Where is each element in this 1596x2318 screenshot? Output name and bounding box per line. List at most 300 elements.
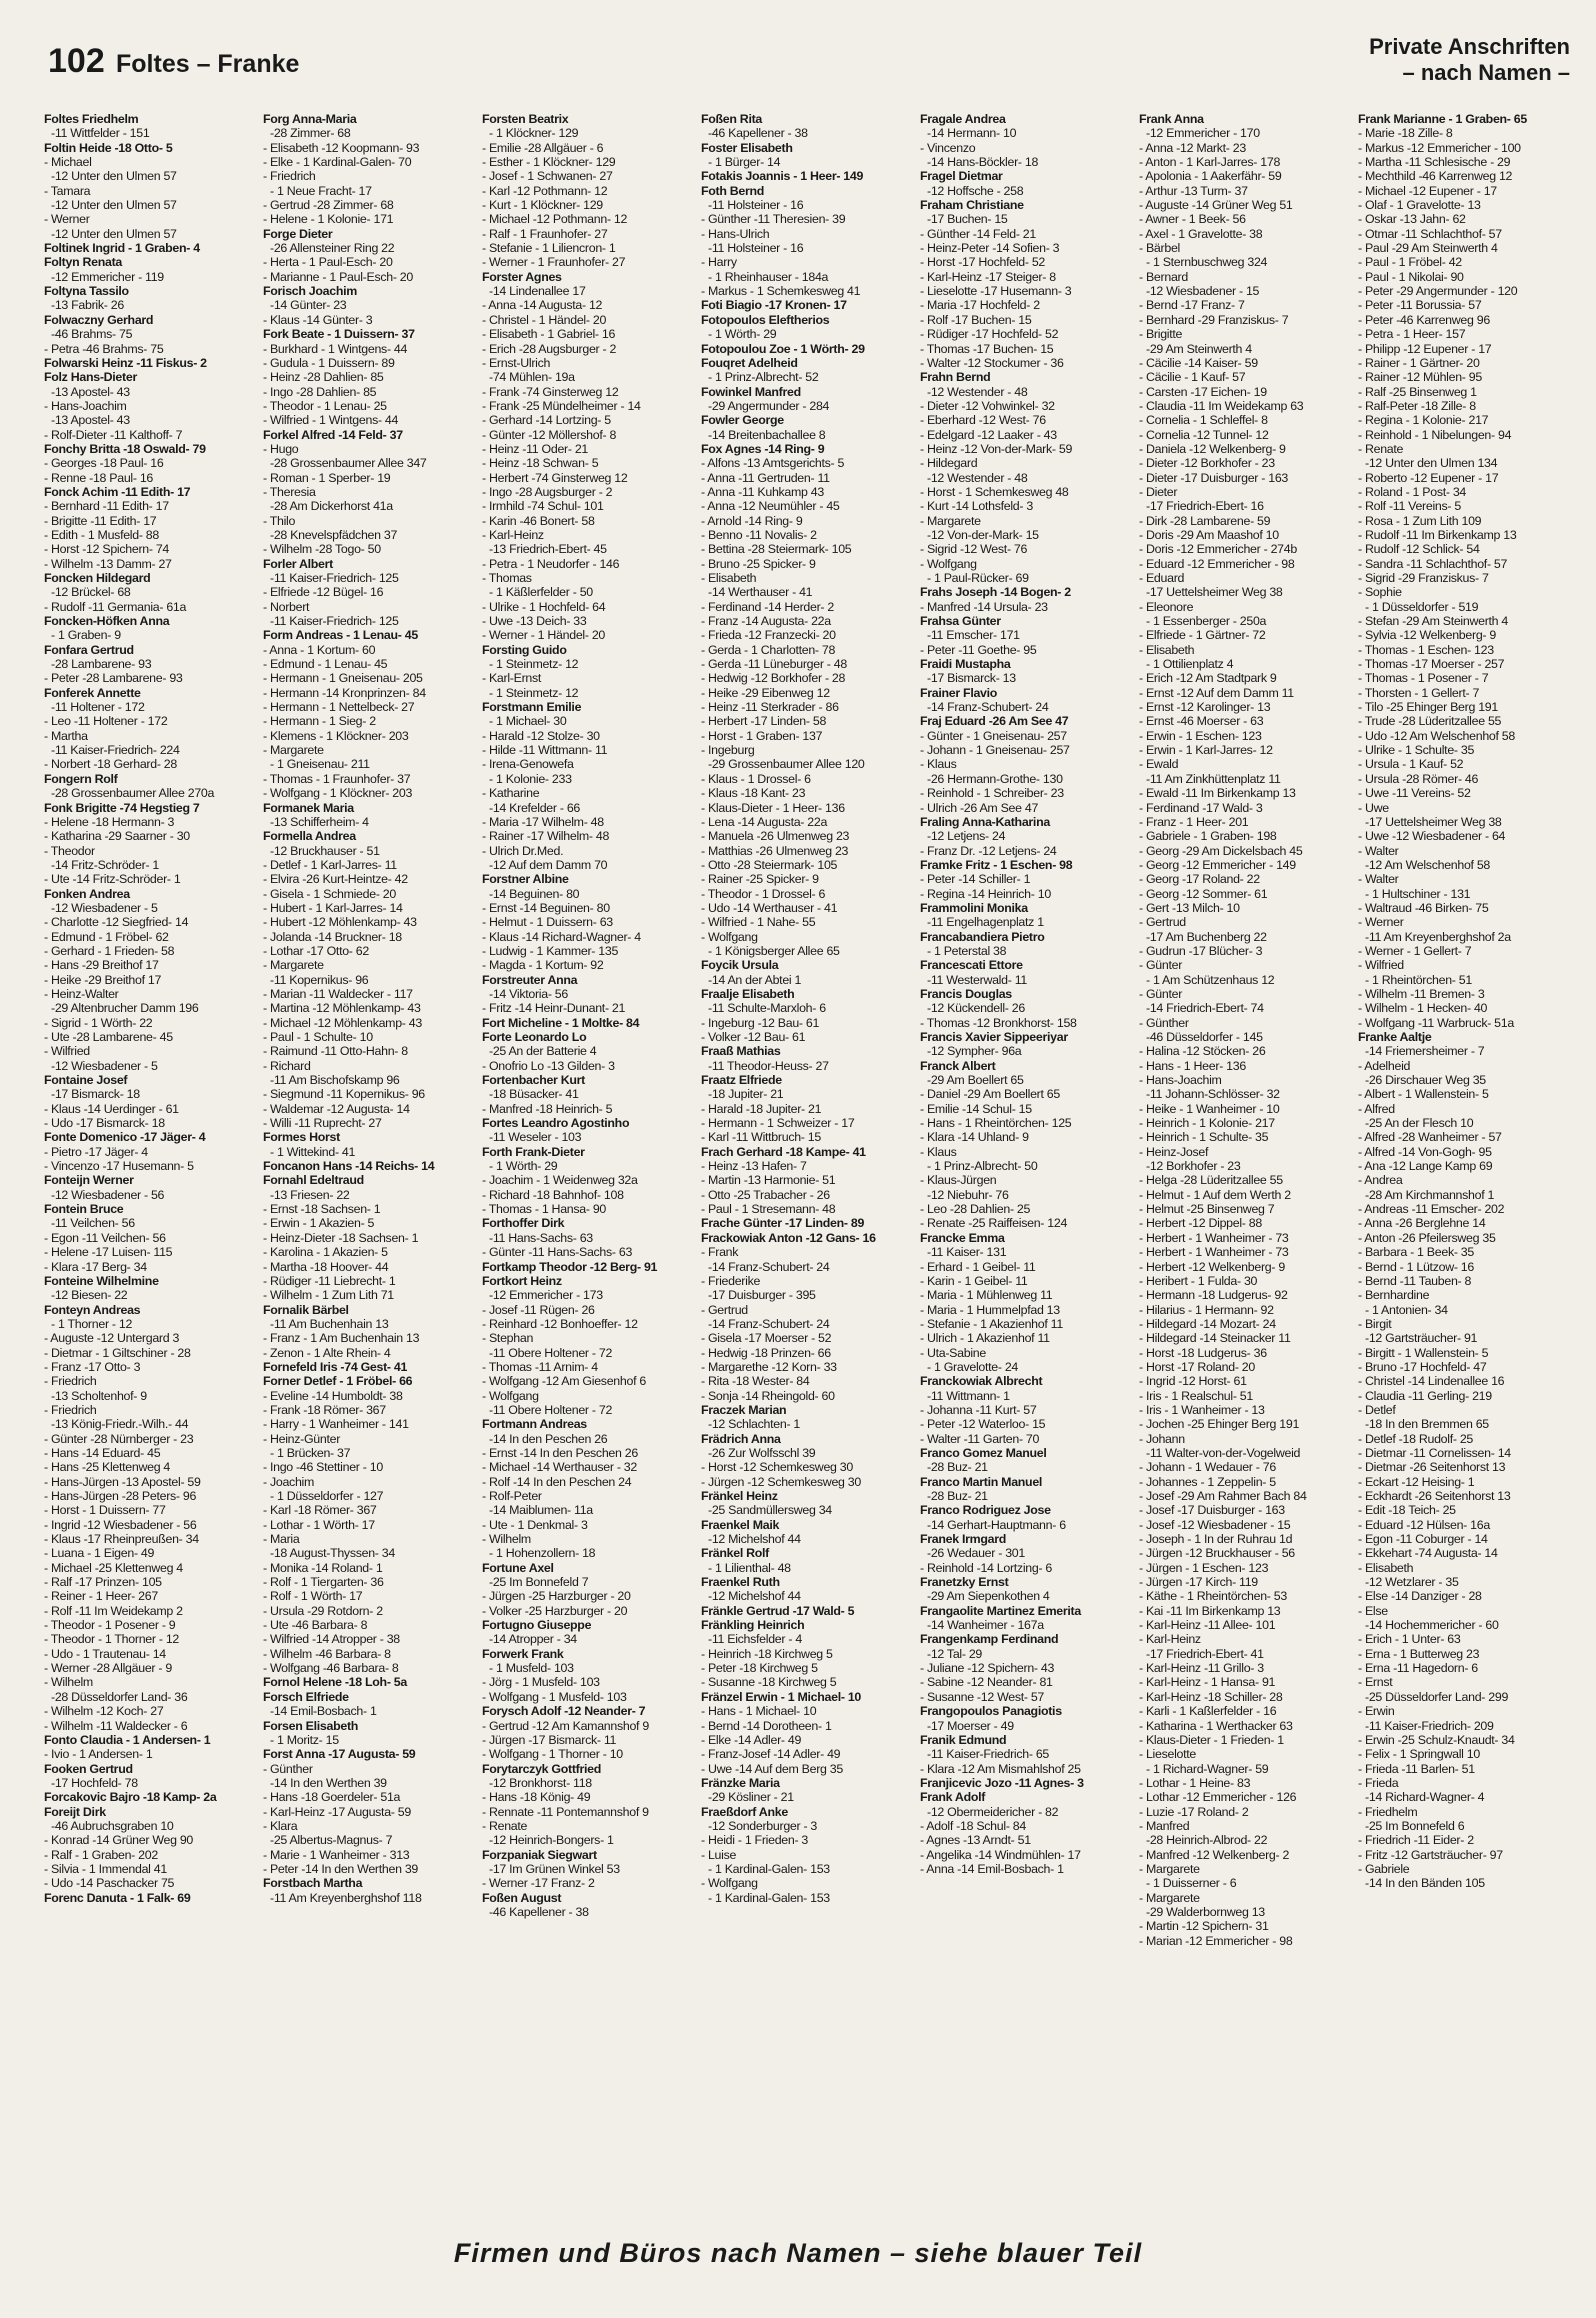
entry-address: -29 Am Siepenkothen 4 [927, 1589, 1050, 1604]
entry-address: -14 In den Peschen 26 [489, 1431, 608, 1446]
entry-line: - Waltraud -46 Birken- 75 [1358, 900, 1489, 915]
entry-address: -28 Buz- 21 [927, 1460, 988, 1475]
entry-line: - Elisabeth -12 Koopmann- 93 [263, 140, 420, 155]
entry-address: -29 Am Boellert 65 [927, 1073, 1024, 1088]
entry-line: - Heike -29 Breithof 17 [44, 972, 162, 987]
entry-address: -29 Grossenbaumer Allee 120 [708, 757, 865, 772]
entry-surname: Formes Horst [263, 1130, 340, 1145]
entry-line: - Egon -11 Veilchen- 56 [44, 1230, 166, 1245]
entry-line: - Karin -46 Bonert- 58 [482, 513, 595, 528]
entry-surname: Frädrich Anna [701, 1431, 781, 1446]
entry-line: - Hermann -18 Ludgerus- 92 [1139, 1288, 1288, 1303]
entry-address: -12 Biesen- 22 [51, 1288, 128, 1303]
entry-line: - Joachim [263, 1474, 315, 1489]
entry-line: - Pietro -17 Jäger- 4 [44, 1144, 148, 1159]
entry-line: - Thorsten - 1 Gellert- 7 [1358, 685, 1480, 700]
entry-address: -11 Wittmann- 1 [927, 1388, 1010, 1403]
entry-line: - Elke -14 Adler- 49 [701, 1732, 802, 1747]
entry-address: -11 Westerwald- 11 [927, 972, 1027, 987]
entry-line: - Udo -12 Am Welschenhof 58 [1358, 728, 1515, 743]
entry-surname: Forst Anna -17 Augusta- 59 [263, 1747, 416, 1762]
entry-address: -26 Zur Wolfsschl 39 [708, 1445, 816, 1460]
entry-address: -12 Unter den Ulmen 134 [1365, 456, 1498, 471]
entry-line: - Alfred [1358, 1101, 1395, 1116]
entry-line: - Hildegard -14 Mozart- 24 [1139, 1316, 1276, 1331]
entry-line: - Thomas - 1 Hansa- 90 [482, 1202, 607, 1217]
entry-line: - Herbert -12 Welkenberg- 9 [1139, 1259, 1285, 1274]
entry-line: - Uwe [1358, 800, 1389, 815]
entry-address: -14 Breitenbachallee 8 [708, 427, 826, 442]
entry-line: - Hildegard -14 Steinacker 11 [1139, 1331, 1291, 1346]
entry-line: - Esther - 1 Klöckner- 129 [482, 155, 616, 170]
entry-line: - Heinz -13 Hafen- 7 [701, 1159, 807, 1174]
entry-address: -11 Emscher- 171 [927, 628, 1020, 643]
entry-line: - Rolf-Dieter -11 Kalthoff- 7 [44, 427, 183, 442]
entry-line: - Thomas -17 Buchen- 15 [920, 341, 1054, 356]
entry-line: - Karl-Heinz [1139, 1632, 1201, 1647]
entry-address: -11 Schulte-Marxloh- 6 [708, 1001, 826, 1016]
entry-line: - Gertrud -28 Zimmer- 68 [263, 198, 394, 213]
entry-line: - Gudula - 1 Duissern- 89 [263, 355, 395, 370]
entry-line: - Anna - 1 Kortum- 60 [263, 642, 376, 657]
entry-line: - Josef -29 Am Rahmer Bach 84 [1139, 1489, 1307, 1503]
entry-address: -13 Schifferheim- 4 [270, 814, 369, 829]
entry-line: - Frieda -12 Franzecki- 20 [701, 628, 836, 643]
entry-surname: Frahn Bernd [920, 370, 991, 385]
entry-surname: Foltyna Tassilo [44, 284, 129, 299]
entry-line: - Daniel -29 Am Boellert 65 [920, 1087, 1060, 1102]
entry-line: - Heidi - 1 Frieden- 3 [701, 1833, 809, 1848]
entry-line: - Georg -12 Sommer- 61 [1139, 886, 1268, 901]
entry-address: -26 Wedauer - 301 [927, 1546, 1025, 1561]
entry-line: - Ingo -46 Stettiner - 10 [263, 1460, 383, 1475]
entry-address: - 1 Prinz-Albrecht- 52 [708, 370, 819, 385]
entry-address: - 1 Prinz-Albrecht- 50 [927, 1159, 1038, 1174]
entry-line: - Klaus-Dieter - 1 Frieden- 1 [1139, 1732, 1284, 1747]
entry-line: - Sigrid -12 West- 76 [920, 542, 1028, 557]
entry-line: - Hedwig -18 Prinzen- 66 [701, 1345, 831, 1360]
entry-line: - Else [1358, 1603, 1388, 1618]
entry-line: - Theodor - 1 Drossel- 6 [701, 886, 826, 901]
entry-line: - Wolfgang [701, 929, 758, 944]
entry-line: - Herbert - 1 Wanheimer - 73 [1139, 1245, 1289, 1260]
entry-address: -14 In den Bänden 105 [1365, 1876, 1485, 1891]
entry-address: - 1 Thorner - 12 [51, 1316, 133, 1331]
entry-line: - Erich - 1 Unter- 63 [1358, 1632, 1461, 1647]
entry-line: - Lieselotte [1139, 1747, 1197, 1762]
entry-surname: Fort Micheline - 1 Moltke- 84 [482, 1015, 640, 1030]
entry-address: - 1 Rheintörchen- 51 [1365, 972, 1472, 987]
entry-surname: Fränkel Heinz [701, 1489, 778, 1503]
entry-line: - Werner - 1 Gellert- 7 [1358, 943, 1472, 958]
entry-surname: Foster Elisabeth [701, 140, 793, 155]
entry-line: - Friedrich [44, 1402, 97, 1417]
entry-line: - Fritz -14 Heinr-Dunant- 21 [482, 1001, 626, 1016]
entry-line: - Wilfried - 1 Nahe- 55 [701, 915, 816, 930]
entry-line: - Werner -17 Franz- 2 [482, 1876, 595, 1891]
entry-line: - Klara [263, 1818, 298, 1833]
entry-line: - Michael -12 Eupener - 17 [1358, 183, 1497, 198]
entry-line: - Richard [263, 1058, 311, 1073]
entry-line: - Theresia [263, 484, 316, 499]
entry-address: - 1 Brücken- 37 [270, 1445, 351, 1460]
entry-line: - Wolfgang -11 Warbruck- 51a [1358, 1015, 1514, 1030]
entry-line: - Norbert -18 Gerhard- 28 [44, 757, 177, 772]
entry-line: - Regina - 1 Kolonie- 217 [1358, 413, 1489, 428]
entry-line: - Ludwig - 1 Kammer- 135 [482, 943, 619, 958]
entry-address: - 1 Gneisenau- 211 [270, 757, 370, 772]
entry-line: - Heinz -28 Dahlien- 85 [263, 370, 384, 385]
entry-line: - Günther [263, 1761, 313, 1776]
entry-surname: Fortkamp Theodor -12 Berg- 91 [482, 1259, 658, 1274]
entry-address: -17 Am Buchenberg 22 [1146, 929, 1267, 944]
entry-line: - Günter [1139, 958, 1183, 973]
entry-line: - Wolfgang -12 Am Giesenhof 6 [482, 1374, 646, 1389]
entry-line: - Elvira -26 Kurt-Heintze- 42 [263, 872, 408, 887]
entry-line: - Theodor - 1 Lenau- 25 [263, 398, 387, 413]
entry-line: - Franz - 1 Heer- 201 [1139, 814, 1249, 829]
entry-address: - 1 Kolonie- 233 [489, 771, 572, 786]
entry-address: -12 Emmericher - 173 [489, 1288, 603, 1303]
entry-address: -12 Unter den Ulmen 57 [51, 198, 177, 213]
entry-line: - Wilhelm -13 Damm- 27 [44, 556, 172, 571]
entry-line: - Emilie -28 Allgäuer - 6 [482, 140, 604, 155]
entry-line: - Friedrich [44, 1374, 97, 1389]
entry-surname: Fowinkel Manfred [701, 384, 801, 399]
entry-surname: Fotakis Joannis - 1 Heer- 149 [701, 169, 864, 184]
entry-address: - 1 Ottilienplatz 4 [1146, 657, 1234, 672]
entry-line: - Ernst -14 Beguinen- 80 [482, 900, 610, 915]
entry-line: - Dietmar -26 Seitenhorst 13 [1358, 1460, 1506, 1475]
entry-address: -11 Weseler - 103 [489, 1130, 582, 1145]
entry-line: - Bernhard -11 Edith- 17 [44, 499, 169, 514]
entry-line: - Udo -17 Bismarck- 18 [44, 1116, 165, 1131]
entry-line: - Hilde -11 Wittmann- 11 [482, 743, 608, 758]
entry-line: - Alfred -14 Von-Gogh- 95 [1358, 1144, 1492, 1159]
entry-address: -11 Am Buchenhain 13 [270, 1316, 389, 1331]
entry-surname: Franik Edmund [920, 1732, 1007, 1747]
entry-surname: Fontein Bruce [44, 1202, 124, 1217]
entry-line: - Bruno -25 Spicker- 9 [701, 556, 816, 571]
entry-line: - Norbert [263, 599, 310, 614]
entry-line: - Klemens - 1 Klöckner- 203 [263, 728, 409, 743]
entry-line: - Lena -14 Augusta- 22a [701, 814, 828, 829]
entry-line: - Herbert -74 Ginsterweg 12 [482, 470, 628, 485]
entry-line: - Anna -11 Gertruden- 11 [701, 470, 830, 485]
entry-surname: Fowler George [701, 413, 784, 428]
section-heading [1369, 34, 1570, 86]
directory-column [44, 112, 257, 2222]
entry-surname: Fraaß Mathias [701, 1044, 781, 1059]
entry-address: -29 Altenbrucher Damm 196 [51, 1001, 199, 1016]
entry-line: - Erhard - 1 Geibel- 11 [920, 1259, 1036, 1274]
entry-line: - Paul -29 Am Steinwerth 4 [1358, 241, 1498, 256]
entry-line: - Ralf-Peter -18 Zille- 8 [1358, 398, 1476, 413]
entry-address: -28 Grossenbaumer Allee 270a [51, 786, 215, 801]
entry-address: - 1 Lilienthal- 48 [708, 1560, 791, 1575]
entry-line: - Johann [1139, 1431, 1185, 1446]
entry-line: - Konrad -14 Grüner Weg 90 [44, 1833, 194, 1848]
entry-line: - Erwin - 1 Eschen- 123 [1139, 728, 1262, 743]
entry-surname: Fooken Gertrud [44, 1761, 133, 1776]
entry-line: - Burkhard - 1 Wintgens- 44 [263, 341, 408, 356]
entry-line: - Petra - 1 Neudorfer - 146 [482, 556, 620, 571]
entry-line: - Hans-Joachim [44, 398, 127, 413]
entry-address: - 1 Moritz- 15 [270, 1732, 339, 1747]
entry-address: -12 Hoffsche - 258 [927, 183, 1024, 198]
entry-address: -11 Obere Holtener - 72 [489, 1345, 613, 1360]
entry-address: -18 In den Bremmen 65 [1365, 1417, 1489, 1432]
entry-line: - Hans - 1 Heer- 136 [1139, 1058, 1246, 1073]
entry-line: - Susanne -12 West- 57 [920, 1689, 1045, 1704]
entry-line: - Frieda [1358, 1775, 1399, 1790]
entry-line: - Karl -18 Römer- 367 [263, 1503, 377, 1518]
directory-column [263, 112, 476, 2222]
entry-line: - Emilie -14 Schul- 15 [920, 1101, 1032, 1116]
entry-line: - Margarethe -12 Korn- 33 [701, 1359, 837, 1374]
entry-line: - Karl-Heinz - 1 Hansa- 91 [1139, 1675, 1276, 1690]
entry-surname: Forner Detlef - 1 Fröbel- 66 [263, 1374, 413, 1389]
directory-column [482, 112, 695, 2222]
entry-line: - Walter -12 Stockumer - 36 [920, 355, 1064, 370]
entry-line: - Renate -25 Raiffeisen- 124 [920, 1216, 1068, 1231]
entry-line: - Gertrud -12 Am Kamannshof 9 [482, 1718, 649, 1733]
entry-address: -12 Gartsträucher- 91 [1365, 1331, 1478, 1346]
entry-line: - Werner [44, 212, 90, 227]
entry-surname: Fragel Dietmar [920, 169, 1003, 184]
entry-line: - Horst -12 Schemkesweg 30 [701, 1460, 853, 1475]
entry-address: -28 Buz- 21 [927, 1489, 988, 1503]
entry-address: - 1 Wittekind- 41 [270, 1144, 356, 1159]
entry-surname: Frank Anna [1139, 112, 1204, 126]
entry-address: -14 Franz-Schubert- 24 [708, 1316, 830, 1331]
section-subtitle: – nach Namen – [1402, 60, 1570, 85]
entry-address: -11 Hans-Sachs- 63 [489, 1230, 593, 1245]
entry-line: - Volker -12 Bau- 61 [701, 1030, 806, 1044]
entry-address: -14 Hermann- 10 [927, 126, 1017, 141]
entry-surname: Forsch Elfriede [263, 1689, 349, 1704]
entry-line: - Renne -18 Paul- 16 [44, 470, 154, 485]
entry-line: - Christel - 1 Händel- 20 [482, 312, 607, 327]
entry-line: - Sigrid -29 Franziskus- 7 [1358, 571, 1489, 585]
entry-line: - Oskar -13 Jahn- 62 [1358, 212, 1466, 227]
entry-line: - Rolf - 1 Tiergarten- 36 [263, 1575, 384, 1590]
entry-line: - Günter - 1 Gneisenau- 257 [920, 728, 1067, 743]
entry-line: - Udo - 1 Trautenau- 14 [44, 1646, 166, 1661]
entry-line: - Heinz-Josef [1139, 1144, 1209, 1159]
entry-surname: Foltes Friedhelm [44, 112, 139, 126]
entry-surname: Fotopoulou Zoe - 1 Wörth- 29 [701, 341, 865, 356]
entry-line: - Eberhard -12 West- 76 [920, 413, 1046, 428]
entry-line: - Heinz-Peter -14 Sofien- 3 [920, 241, 1060, 256]
entry-surname: Forkel Alfred -14 Feld- 37 [263, 427, 403, 442]
entry-surname: Frach Gerhard -18 Kampe- 41 [701, 1144, 866, 1159]
entry-address: -11 Kaiser-Friedrich- 125 [270, 571, 399, 585]
entry-line: - Hans -18 Goerdeler- 51a [263, 1790, 401, 1805]
entry-line: - Horst -12 Spichern- 74 [44, 542, 170, 557]
entry-line: - Hedwig -12 Borkhofer - 28 [701, 671, 846, 686]
entry-line: - Daniela -12 Welkenberg- 9 [1139, 441, 1286, 456]
entry-line: - Margarete [263, 958, 324, 973]
entry-line: - Ulrike - 1 Schulte- 35 [1358, 743, 1475, 758]
entry-line: - Georg -17 Roland- 22 [1139, 872, 1260, 887]
entry-line: - Thomas - 1 Posener - 7 [1358, 671, 1489, 686]
entry-line: - Wilhelm - 1 Hecken- 40 [1358, 1001, 1488, 1016]
entry-line: - Erna - 1 Butterweg 23 [1358, 1646, 1480, 1661]
entry-address: -12 Auf dem Damm 70 [489, 857, 608, 872]
entry-line: - Egon -11 Coburger - 14 [1358, 1532, 1488, 1547]
entry-line: - Horst -18 Ludgerus- 36 [1139, 1345, 1267, 1360]
entry-address: -28 Am Kirchmannshof 1 [1365, 1187, 1495, 1202]
entry-line: - Klaus -17 Rheinpreußen- 34 [44, 1532, 199, 1547]
entry-line: - Karl -11 Wittbruch- 15 [701, 1130, 821, 1145]
entry-line: - Silvia - 1 Immendal 41 [44, 1861, 167, 1876]
entry-line: - Petra - 1 Heer- 157 [1358, 327, 1466, 342]
entry-line: - Ana -12 Lange Kamp 69 [1358, 1159, 1493, 1174]
entry-line: - Ursula - 1 Kauf- 52 [1358, 757, 1464, 772]
entry-surname: Fonken Andrea [44, 886, 130, 901]
entry-line: - Thilo [263, 513, 296, 528]
entry-address: -14 Hans-Böckler- 18 [927, 155, 1039, 170]
entry-line: - Hermann - 1 Gneisenau- 205 [263, 671, 423, 686]
entry-address: - 1 Duisserner - 6 [1146, 1876, 1237, 1891]
entry-line: - Elisabeth [1358, 1560, 1414, 1575]
entry-line: - Willi -11 Ruprecht- 27 [263, 1116, 382, 1131]
entry-address: -12 Borkhofer - 23 [1146, 1159, 1241, 1174]
entry-surname: Franco Rodriguez Jose [920, 1503, 1051, 1518]
entry-line: - Friederike [701, 1273, 761, 1288]
entry-line: - Werner - 1 Fraunhofer- 27 [482, 255, 626, 270]
entry-line: - Johann - 1 Wedauer - 76 [1139, 1460, 1276, 1475]
entry-line: - Sophie [1358, 585, 1402, 600]
entry-line: - Rolf - 1 Wörth- 17 [263, 1589, 363, 1604]
entry-surname: Forwerk Frank [482, 1646, 564, 1661]
entry-line: - Charlotte -12 Siegfried- 14 [44, 915, 189, 930]
entry-line: - Rainer -25 Spicker- 9 [701, 872, 819, 887]
entry-line: - Bettina -28 Steiermark- 105 [701, 542, 852, 557]
entry-line: - Renate [482, 1818, 528, 1833]
entry-address: -14 Richard-Wagner- 4 [1365, 1790, 1485, 1805]
entry-address: - 1 Düsseldorfer - 519 [1365, 599, 1479, 614]
entry-address: -17 Buchen- 15 [927, 212, 1008, 227]
entry-address: -13 König-Friedr.-Wilh.- 44 [51, 1417, 189, 1432]
entry-line: - Magda - 1 Kortum- 92 [482, 958, 604, 973]
entry-line: - Elfriede - 1 Gärtner- 72 [1139, 628, 1266, 643]
entry-line: - Erna -11 Hagedorn- 6 [1358, 1661, 1478, 1676]
entry-line: - Rolf -14 In den Peschen 24 [482, 1474, 632, 1489]
entry-line: - Gudrun -17 Blücher- 3 [1139, 943, 1263, 958]
entry-address: -11 Kopernikus- 96 [270, 972, 369, 987]
entry-address: -12 Am Welschenhof 58 [1365, 857, 1491, 872]
entry-surname: Fonte Domenico -17 Jäger- 4 [44, 1130, 206, 1145]
entry-line: - Paul - 1 Fröbel- 42 [1358, 255, 1462, 270]
entry-line: - Renate [1358, 441, 1404, 456]
entry-line: - Olaf - 1 Gravelotte- 13 [1358, 198, 1481, 213]
entry-surname: Forenc Danuta - 1 Falk- 69 [44, 1890, 191, 1905]
entry-line: - Wolfgang [482, 1388, 539, 1403]
entry-line: - Leo -11 Holtener - 172 [44, 714, 168, 729]
entry-line: - Thomas - 1 Eschen- 123 [1358, 642, 1494, 657]
entry-line: - Stefan -29 Am Steinwerth 4 [1358, 614, 1509, 629]
entry-line: - Rennate -11 Pontemannshof 9 [482, 1804, 649, 1819]
entry-line: - Wolfgang - 1 Klöckner- 203 [263, 786, 413, 801]
entry-line: - Herbert -17 Linden- 58 [701, 714, 827, 729]
entry-surname: Fraenkel Maik [701, 1517, 780, 1532]
entry-line: - Eckart -12 Heising- 1 [1358, 1474, 1475, 1489]
entry-line: - Matthias -26 Ulmenweg 23 [701, 843, 849, 858]
entry-line: - Waldemar -12 Augusta- 14 [263, 1101, 410, 1116]
entry-line: - Anna -12 Neumühler - 45 [701, 499, 840, 514]
entry-address: -12 Schlachten- 1 [708, 1417, 801, 1432]
entry-line: - Rolf-Peter [482, 1489, 542, 1503]
directory-column [701, 112, 914, 2222]
entry-address: -14 Emil-Bosbach- 1 [270, 1704, 377, 1719]
entry-address: -12 Sympher- 96a [927, 1044, 1022, 1059]
entry-line: - Werner - 1 Händel- 20 [482, 628, 606, 643]
entry-line: - Ute -46 Barbara- 8 [263, 1618, 368, 1633]
entry-line: - Josef - 1 Schwanen- 27 [482, 169, 613, 184]
entry-line: - Peter -14 Schiller- 1 [920, 872, 1031, 887]
entry-address: - 1 Kardinal-Galen- 153 [708, 1890, 830, 1905]
entry-line: - Martha [44, 728, 88, 743]
entry-line: - Hugo [263, 441, 299, 456]
entry-line: - Manfred -12 Welkenberg- 2 [1139, 1847, 1290, 1862]
entry-line: - Rainer -12 Mühlen- 95 [1358, 370, 1482, 385]
entry-line: - Eduard [1139, 571, 1185, 585]
entry-address: -14 Wanheimer - 167a [927, 1618, 1044, 1633]
entry-line: - Karin - 1 Geibel- 11 [920, 1273, 1028, 1288]
entry-line: - Klaus -14 Günter- 3 [263, 312, 373, 327]
entry-line: - Jürgen - 1 Eschen- 123 [1139, 1560, 1269, 1575]
entry-address: - 1 Richard-Wagner- 59 [1146, 1761, 1269, 1776]
entry-line: - Werner [1358, 915, 1404, 930]
entry-address: -11 Johann-Schlösser- 32 [1146, 1087, 1280, 1102]
entry-line: - Sylvia -12 Welkenberg- 9 [1358, 628, 1496, 643]
entry-line: - Adolf -18 Schul- 84 [920, 1818, 1026, 1833]
entry-line: - Klara -17 Berg- 34 [44, 1259, 147, 1274]
entry-surname: Fonferek Annette [44, 685, 141, 700]
entry-line: - Gisela - 1 Schmiede- 20 [263, 886, 396, 901]
entry-address: -26 Hermann-Grothe- 130 [927, 771, 1063, 786]
entry-line: - Otto -28 Steiermark- 105 [701, 857, 838, 872]
entry-line: - Manfred -18 Heinrich- 5 [482, 1101, 613, 1116]
entry-address: -17 Hochfeld- 78 [51, 1775, 138, 1790]
entry-line: - Franz Dr. -12 Letjens- 24 [920, 843, 1057, 858]
entry-line: - Ernst -46 Moerser - 63 [1139, 714, 1264, 729]
entry-line: - Luise [701, 1847, 737, 1862]
entry-surname: Franke Aaltje [1358, 1030, 1432, 1044]
entry-line: - Ralf -25 Binsenweg 1 [1358, 384, 1477, 399]
entry-address: - 1 Kardinal-Galen- 153 [708, 1861, 830, 1876]
entry-line: - Herbert - 1 Wanheimer - 73 [1139, 1230, 1289, 1245]
entry-line: - Hermann - 1 Schweizer - 17 [701, 1116, 855, 1131]
entry-address: - 1 Rheinhauser - 184a [708, 269, 829, 284]
entry-line: - Klaus-Jürgen [920, 1173, 997, 1188]
entry-line: - Harry - 1 Wanheimer - 141 [263, 1417, 409, 1432]
entry-surname: Franco Gomez Manuel [920, 1445, 1047, 1460]
entry-line: - Horst - 1 Graben- 137 [701, 728, 823, 743]
entry-line: - Rainer - 1 Gärtner- 20 [1358, 355, 1480, 370]
entry-line: - Andreas -11 Emscher- 202 [1358, 1202, 1505, 1217]
entry-address: -28 Zimmer- 68 [270, 126, 351, 141]
entry-line: - Klaus [920, 1144, 957, 1159]
entry-line: - Bernhardine [1358, 1288, 1430, 1303]
entry-line: - Josef -12 Wiesbadener - 15 [1139, 1517, 1291, 1532]
entry-line: - Eckhardt -26 Seitenhorst 13 [1358, 1489, 1511, 1503]
entry-line: - Ingeburg [701, 743, 755, 758]
entry-address: -13 Friedrich-Ebert- 45 [489, 542, 607, 557]
entry-line: - Ewald -11 Im Birkenkamp 13 [1139, 786, 1296, 801]
